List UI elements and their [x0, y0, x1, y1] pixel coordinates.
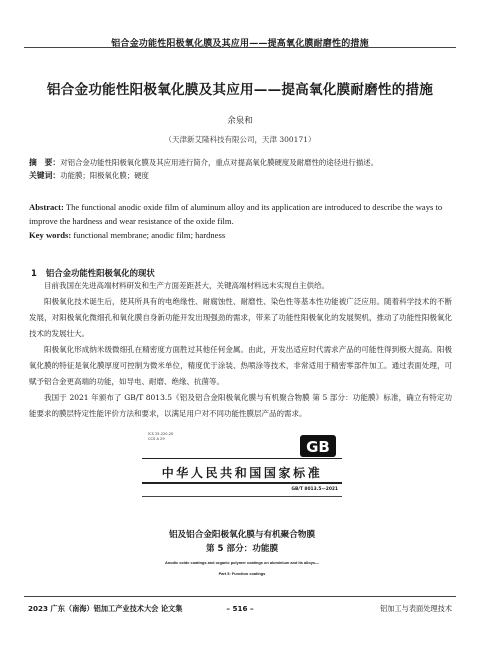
cover-classification	[148, 432, 173, 442]
cover-ccs: CCS A 29	[148, 437, 165, 441]
body-paragraph: 阳极氧化形成纳米级微细孔在精密度方面胜过其他任何金属。由此，开发出适应时代需求产品的可能性得到极大提高。阳极氧化膜的特征是氧化膜厚度可控制为微米单位，精度优于涂装、热喷涂等技术，非常适用于精密零部件加工。通过表面处理，可赋予铝合金更高端的功能，如导电、耐磨、绝缘、抗菌等。	[29, 345, 452, 386]
keywords-en-label: Key words:	[29, 230, 72, 240]
keywords-en-text: functional membrane; anodic film; hardness	[73, 230, 226, 240]
footer-proceedings: 2023 广东（南海）铝加工产业技术大会 论文集	[28, 604, 183, 613]
footer-journal: 铝加工与表面处理技术	[380, 604, 452, 613]
cover-ics: ICS 25.220.20	[148, 432, 174, 436]
abstract-en-label: Abstract:	[29, 202, 64, 212]
keywords-cn	[29, 170, 452, 182]
cover-title-en-line1: Anodic oxide coatings and organic polymer coatings on aluminium and its alloys—	[165, 560, 319, 565]
section-number: 1	[31, 268, 37, 278]
abstract-cn-label: 摘 要：	[29, 158, 61, 167]
affiliation: （天津新艾隆科技有限公司，天津 300171）	[164, 135, 316, 144]
keywords-en	[29, 228, 452, 242]
author: 余泉和	[227, 116, 253, 126]
abstract-en-text: The functional anodic oxide film of aluminum alloy and its application are introduced to describe the ways to improve the hardness and wear resistance of the oxide film.	[29, 202, 443, 226]
body-paragraph: 阳极氧化技术诞生后，使其所具有的电绝缘性、耐腐蚀性、耐磨性、染色性等基本性功能被广泛应用。随着科学技术的不断发展，对阳极氧化微细孔和氧化膜自身新功能开发出现强劲的需求，带来了功能性阳极氧化的发展契机，推动了功能性阳极氧化技术的发展壮大。	[29, 297, 452, 338]
abstract-en	[29, 200, 452, 228]
keywords-cn-text: 功能膜；阳极氧化膜；硬度	[60, 171, 149, 180]
cover-title-cn-line1: 铝及铝合金阳极氧化膜与有机聚合物膜	[168, 530, 316, 540]
cover-title-cn-line2: 第 5 部分：功能膜	[205, 544, 279, 554]
cover-rule	[142, 496, 342, 497]
body-paragraph: 目前我国在先进高端材料研发和生产方面差距甚大，关键高端材料远未实现自主供给。	[44, 281, 329, 290]
running-header	[24, 0, 456, 48]
abstract-cn-text: 对铝合金功能性阳极氧化膜及其应用进行简介，重点对提高氧化膜硬度及耐磨性的途径进行描述。	[60, 158, 378, 167]
body-paragraph: 我国于 2021 年颁布了 GB/T 8013.5《铝及铝合金阳极氧化膜与有机聚合物膜 第 5 部分：功能膜》标准，确立有特定功能要求的膜层特定性能评价方法和要求，以满足用户对不同功能性膜层产品的需求。	[29, 393, 452, 418]
keywords-cn-label: 关键词：	[29, 171, 61, 180]
section-title: 铝合金功能性阳极氧化的现状	[45, 268, 155, 278]
cover-rule	[142, 458, 342, 459]
cover-title-en-line2: Part 5: Function coatings	[218, 571, 266, 576]
gb-logo-text: GB	[306, 438, 330, 456]
page-number: – 516 –	[226, 604, 254, 613]
cover-national-standard: 中华人民共和国国家标准	[161, 466, 323, 480]
standard-cover-figure	[142, 426, 342, 584]
paper-title: 铝合金功能性阳极氧化膜及其应用——提高氧化膜耐磨性的措施	[46, 82, 434, 98]
running-footer	[24, 596, 456, 617]
gb-logo-icon	[300, 435, 336, 457]
cover-rule	[142, 482, 342, 484]
cover-standard-number: GB/T 8013.5—2021	[291, 487, 338, 492]
abstract-cn	[29, 157, 452, 169]
running-header-title: 铝合金功能性阳极氧化膜及其应用——提高氧化膜耐磨性的措施	[111, 39, 369, 49]
